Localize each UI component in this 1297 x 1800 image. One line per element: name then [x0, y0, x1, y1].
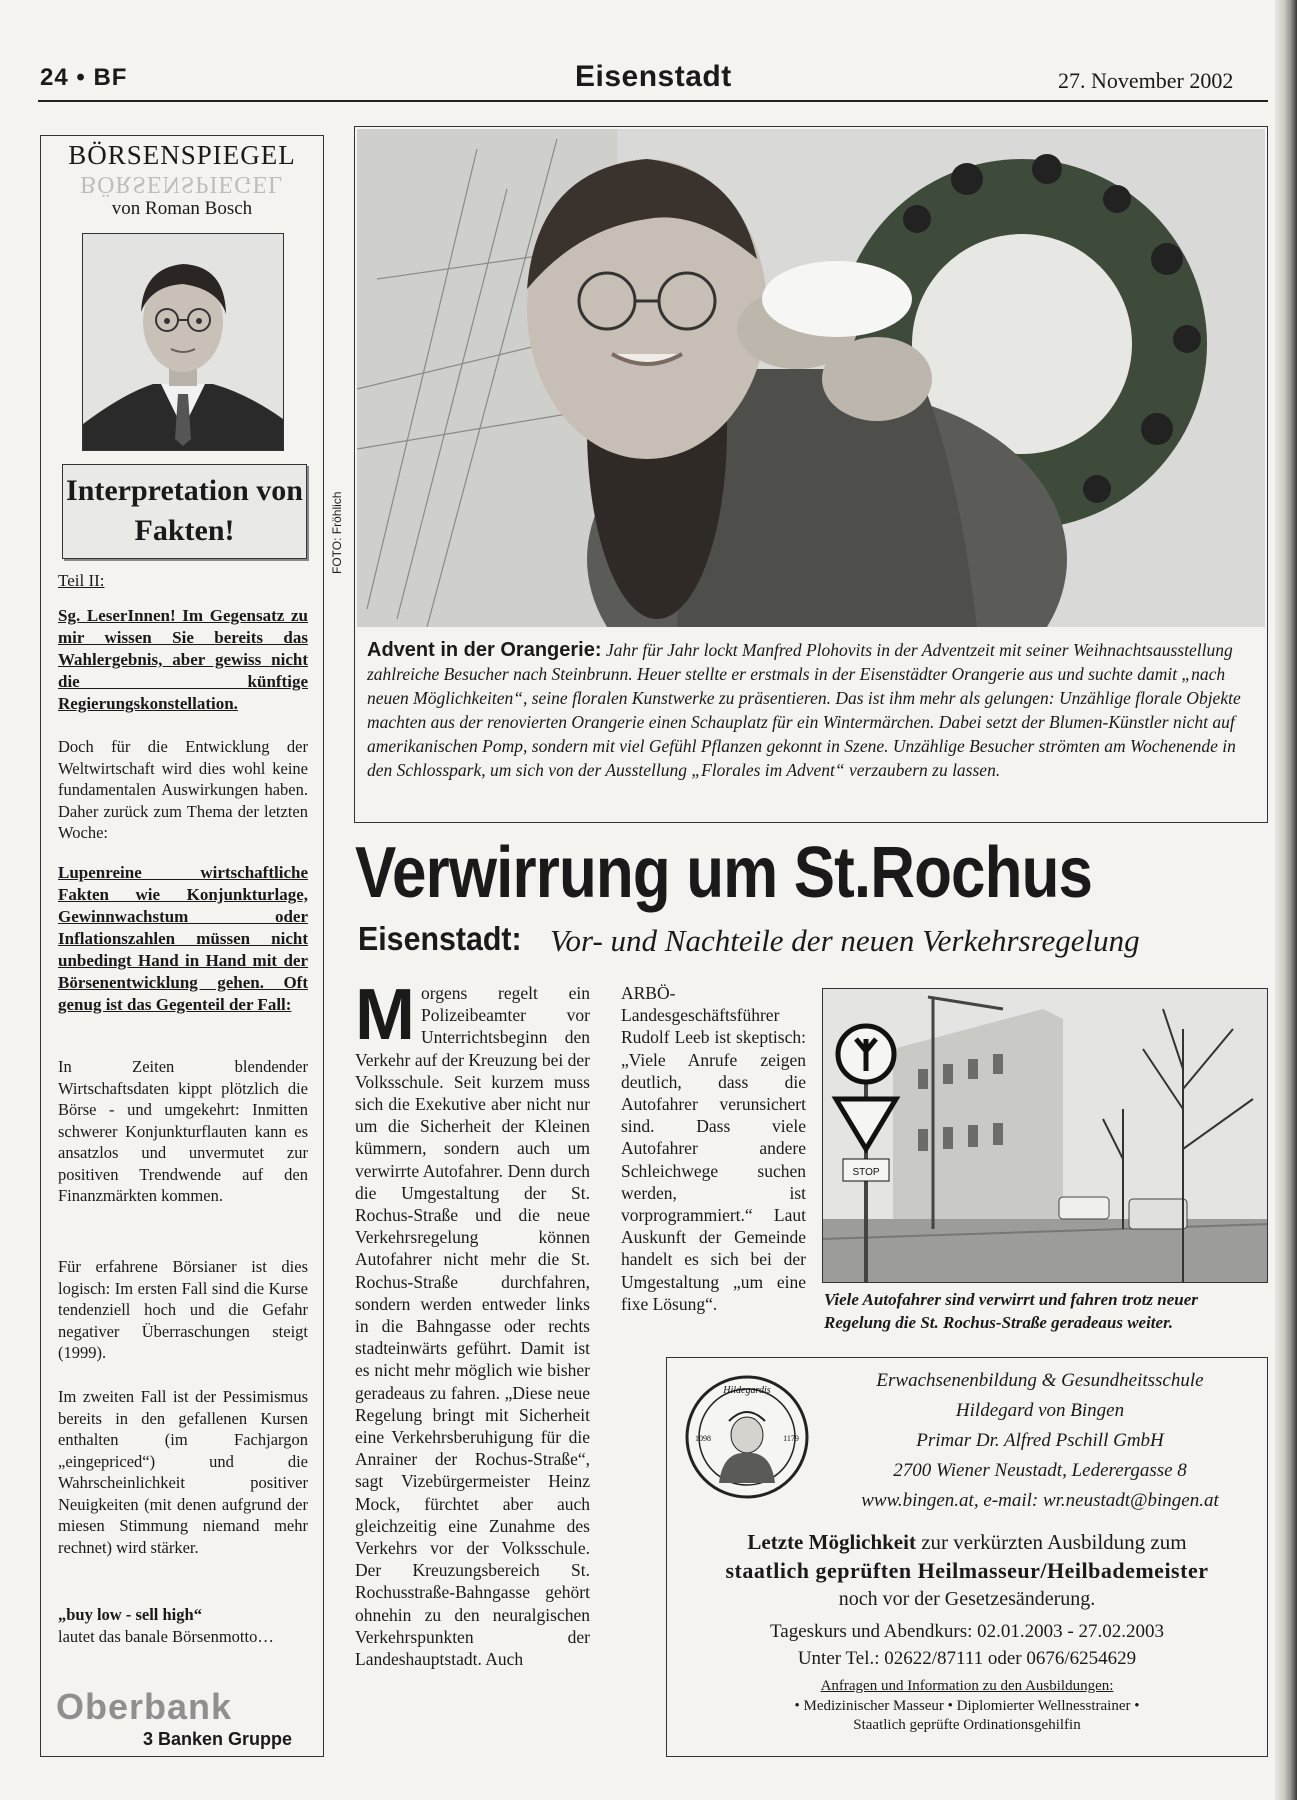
ad-course-list: • Medizinischer Masseur • Diplomierter Wellnesstrainer • Staatlich geprüfte Ordinationsgehilfin [794, 1698, 1140, 1733]
seal-year-right: 1179 [783, 1434, 799, 1443]
subhead-kicker: Eisenstadt: [358, 920, 522, 957]
article-column-1 [355, 975, 590, 1670]
column-author: von Roman Bosch [111, 198, 253, 219]
header-rule [38, 100, 1268, 102]
ad-school-subname: Hildegard von Bingen [955, 1400, 1125, 1421]
stop-sign-text: STOP [852, 1167, 880, 1178]
seal-name: Hildegardis [723, 1385, 771, 1396]
part-label: Teil II: [58, 571, 105, 590]
feature-photo [357, 129, 1265, 627]
section-title: Eisenstadt [575, 60, 732, 93]
ad-school-name: Erwachsenenbildung & Gesundheitsschule [876, 1370, 1204, 1391]
hildegard-seal [683, 1373, 811, 1501]
drop-cap: M [355, 975, 415, 1055]
column-paragraph: Im zweiten Fall ist der Pessimismus bereits in den gefallenen Kursen enthalten (im Fachjargon „eingepriced“) und die Wahrscheinlichkeit positiver Neuigkeiten (mit denen aufgrund der miesen Stimmung niemand mehr rechnet) wird stärker. [58, 1387, 308, 1557]
author-portrait [82, 233, 284, 451]
ad-offer: Letzte Möglichkeit zur verkürzten Ausbildung zum [747, 1530, 1187, 1554]
street-photo-caption: Viele Autofahrer sind verwirrt und fahren trotz neuer Regelung die St. Rochus-Straße geradeaus weiter. [824, 1290, 1198, 1332]
caption-text: Jahr für Jahr lockt Manfred Plohovits in der Adventzeit mit seiner Weihnachtsausstellung zahlreiche Besucher nach Steinbrunn. Heuer stellte er erstmals in der Eisenstädter Orangerie aus und suchte damit „nach neuen Möglichkeiten“, seine floralen Kunstwerke zu präsentieren. Das ist ihm mehr als gelungen: Unzählige florale Objekte machten aus der renovierten Orangerie einen Schauplatz für ein Wintermärchen. Dabei setzt der Blumen-Künstler nicht auf amerikanischen Pomp, sondern mit viel Gefühl Pflanzen gekonnt in Szene. Unzählige Besucher strömten am Wochenende in den Schlosspark, um sich von der Ausstellung „Florales im Advent“ verzaubern zu lassen. [367, 640, 1241, 780]
ad-inquiry: Anfragen und Information zu den Ausbildungen: [820, 1678, 1114, 1694]
article-text: orgens regelt ein Polizeibeamter vor Unterrichtsbeginn den Verkehr auf der Kreuzung bei der Volksschule. Seit kurzem muss sich die Exekutive aber nicht nur um die Sicherheit der Kleinen kümmern, sondern auch um verwirrte Autofahrer. Denn durch die Umgestaltung der St. Rochus-Straße und die neue Verkehrsregelung können Autofahrer nicht mehr die St. Rochus-Straße durchfahren, sondern werden entweder links in die Bahngasse oder rechts stadteinwärts geführt. Damit ist es nicht mehr möglich wie bisher geradeaus zu fahren. „Diese neue Regelung bringt mit Sicherheit eine Verkehrsberuhigung für die Anrainer der Rochus-Straße“, sagt Vizebürgermeister Heinz Mock, fürchtet aber auch gleichzeitig eine Zunahme des Verkehrs vor der Volksschule. Der Kreuzungsbereich St. Rochusstraße-Bahngasse gehört ohnehin zu den neuralgischen Verkehrspunkten der Landeshauptstadt. Auch [355, 983, 590, 1670]
sponsor-logo: Oberbank [56, 1686, 233, 1727]
column-title-reflection: BÖRSENSPIEGEL [80, 171, 284, 197]
column-paragraph: Doch für die Entwicklung der Weltwirtschaft wird dies wohl keine fundamentalen Auswirkungen haben. Daher zurück zum Thema der letzten Woche: [58, 737, 308, 842]
ad-qualification: staatlich geprüften Heilmasseur/Heilbademeister [725, 1558, 1209, 1583]
article-column-2: ARBÖ-Landesgeschäftsführer Rudolf Leeb ist skeptisch: „Viele Anrufe zeigen deutlich, dass die Autofahrer verunsichert sind. Dass viele Autofahrer andere Schleichwege suchen werden, ist vorprogrammiert.“ Laut Auskunft der Gemeinde handelt es sich bei der Umgestaltung „um eine fixe Lösung“. [621, 983, 806, 1314]
ad-web-email: www.bingen.at, e-mail: wr.neustadt@bingen.at [861, 1490, 1219, 1511]
feature-caption [367, 638, 1255, 782]
ad-deadline-note: noch vor der Gesetzesänderung. [838, 1588, 1096, 1610]
issue-date: 27. November 2002 [1058, 68, 1234, 93]
column-title: BÖRSENSPIEGEL [68, 140, 296, 170]
caption-kicker: Advent in der Orangerie: [367, 639, 602, 661]
page-edge-shadow [1275, 0, 1297, 1800]
ad-director: Primar Dr. Alfred Pschill GmbH [916, 1430, 1164, 1451]
ad-address: 2700 Wiener Neustadt, Lederergasse 8 [893, 1460, 1187, 1481]
motto-text: lautet das banale Börsenmotto… [58, 1627, 274, 1646]
seal-year-left: 1098 [695, 1434, 711, 1443]
article-subtitle: Vor- und Nachteile der neuen Verkehrsregelung [550, 923, 1140, 958]
column-paragraph: Sg. LeserInnen! Im Gegensatz zu mir wissen Sie bereits das Wahlergebnis, aber gewiss nicht die künftige Regierungskonstellation. [58, 606, 308, 713]
sponsor-group: 3 Banken Gruppe [143, 1729, 293, 1749]
article-headline: Verwirrung um St.Rochus [355, 833, 1093, 913]
column-paragraph: In Zeiten blendender Wirtschaftsdaten kippt plötzlich die Börse - und umgekehrt: Inmitten schwerer Konjunkturflauten kann es ansatzlos und unvermutet zur positiven Trendwende auf den Finanzmärkten kommen. [58, 1057, 308, 1205]
page-number: 24 • BF [40, 64, 128, 91]
column-heading: Interpretation von Fakten! [62, 464, 307, 559]
ad-phone: Unter Tel.: 02622/87111 oder 0676/6254629 [797, 1648, 1137, 1669]
photo-credit: FOTO: Fröhlich [330, 491, 344, 574]
street-photo [822, 988, 1268, 1283]
column-paragraph: Für erfahrene Börsianer ist dies logisch: Im ersten Fall sind die Kurse tendenziell hoch und die Gefahr negativer Überraschungen steigt (1999). [58, 1257, 308, 1362]
motto-quote: „buy low - sell high“ [58, 1605, 202, 1624]
ad-course-dates: Tageskurs und Abendkurs: 02.01.2003 - 27.02.2003 [770, 1621, 1164, 1642]
column-paragraph: Lupenreine wirtschaftliche Fakten wie Konjunkturlage, Gewinnwachstum oder Inflationszahlen müssen nicht unbedingt Hand in Hand mit der Börsenentwicklung gehen. Oft genug ist das Gegenteil der Fall: [58, 863, 308, 1014]
